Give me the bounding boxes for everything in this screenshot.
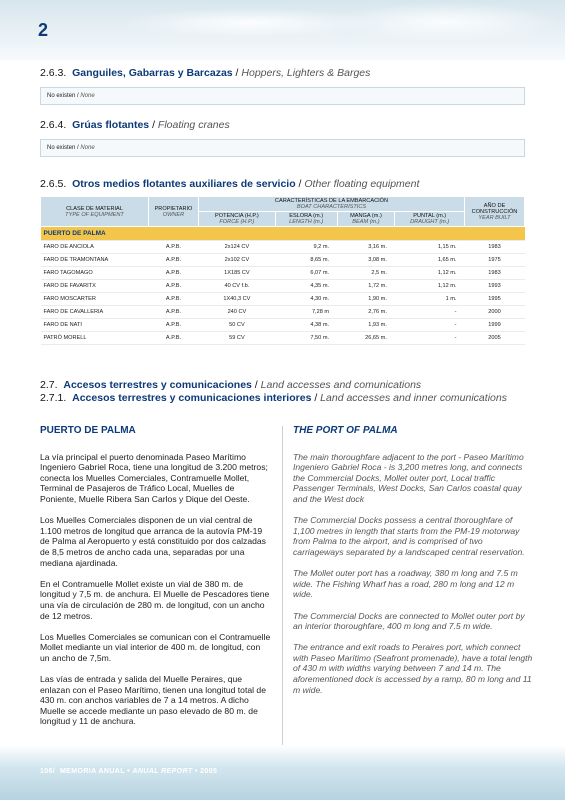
section-title-2-6-3: 2.6.3. Ganguiles, Gabarras y Barcazas / Hoppers, Lighters & Barges: [40, 67, 371, 79]
cell-name: FARO DE FAVARITX: [41, 280, 149, 293]
cell-owner: A.P.B.: [149, 332, 199, 345]
cell-year: 1995: [465, 293, 525, 306]
header-en: OWNER: [162, 211, 185, 218]
info-box-none: No existen / None: [40, 87, 525, 105]
col-header-owner: [149, 197, 199, 227]
header-es: AÑO DE CONSTRUCCIÓN: [471, 202, 518, 215]
section-title-2-6-4: 2.6.4. Grúas flotantes / Floating cranes: [40, 119, 230, 131]
cell-name: FARO DE ANCIOLA: [41, 241, 149, 254]
paragraph: The main thoroughfare adjacent to the port - Paseo Marítimo Ingeniero Gabriel Roca - is 3,200 metres long, and connects the Commercial Docks, Mollet outer port, Local traffic Passenger Terminals, West Docks, San Carlos coastal quay and the West dock: [293, 451, 524, 504]
cell-draught: 1,12 m.: [395, 280, 465, 293]
section-number: 2.7.: [40, 379, 58, 391]
col-header-year: [465, 197, 525, 227]
section-title-es: Otros medios flotantes auxiliares de servicio: [72, 178, 296, 190]
header-en: LENGTH (m.): [289, 219, 324, 225]
section-number: 2.6.5.: [40, 178, 67, 190]
header-band: [0, 0, 565, 60]
info-text-es: No existen: [47, 93, 76, 99]
header-en: FORCE (H.P.): [219, 219, 255, 225]
table-row: [41, 293, 525, 306]
section-number: 2.6.4.: [40, 119, 67, 131]
header-en: DRAUGHT (m.): [410, 219, 450, 225]
column-heading: THE PORT OF PALMA: [293, 425, 398, 436]
cell-name: FARO MOSCARTER: [41, 293, 149, 306]
cell-power: 59 CV: [199, 332, 276, 345]
cell-power: 1X185 CV: [199, 267, 276, 280]
footer-bullet: •: [194, 768, 198, 775]
cell-year: 1983: [465, 267, 525, 280]
left-column-spanish: [40, 426, 272, 738]
cell-draught: -: [395, 332, 465, 345]
cell-draught: 1,65 m.: [395, 254, 465, 267]
cell-length: 9,2 m.: [275, 241, 337, 254]
cell-year: 2000: [465, 306, 525, 319]
cell-power: 2x124 CV: [199, 241, 276, 254]
cell-draught: 1,15 m.: [395, 241, 465, 254]
table-row: [41, 319, 525, 332]
table-row: [41, 241, 525, 254]
cell-power: 1X40,3 CV: [199, 293, 276, 306]
cell-beam: 3,08 m.: [337, 254, 395, 267]
header-es: PROPIETARIO: [154, 205, 193, 212]
section-title-2-6-5: 2.6.5. Otros medios flotantes auxiliares de servicio / Other floating equipment: [40, 178, 420, 190]
col-header-power: [199, 212, 276, 227]
section-title-en: Hoppers, Lighters & Barges: [241, 67, 371, 79]
info-text-es: No existen: [47, 145, 76, 151]
cell-length: 7,50 m.: [275, 332, 337, 345]
paragraph: Los Muelles Comerciales disponen de un vial central de 1.100 metros de longitud que arranca de la autovía PM-19 de Palma al Aeropuerto y está constituido por dos calzadas de 8,5 metros de ancho cada una, separadas por una mediana ajardinada.: [40, 515, 266, 568]
header-en: BOAT CHARACTERISTICS: [296, 204, 367, 210]
header-es: CLASE DE MATERIAL: [66, 205, 123, 212]
header-en: BEAM (m.): [352, 219, 380, 225]
cell-power: 40 CV f.b.: [199, 280, 276, 293]
cell-owner: A.P.B.: [149, 319, 199, 332]
info-text-en: None: [80, 145, 95, 151]
col-header-beam: [337, 212, 395, 227]
table-group-row: [41, 227, 525, 241]
report-title-en: ANUAL REPORT: [132, 768, 193, 775]
right-column-english: [293, 426, 533, 706]
cell-year: 1983: [465, 241, 525, 254]
header-es: PUNTAL (m.): [413, 213, 447, 219]
cell-beam: 1,72 m.: [337, 280, 395, 293]
cell-name: PATRÓ MORELL: [41, 332, 149, 345]
paragraph: The Commercial Docks are connected to Mollet outer port by an interior thoroughfare, 400 m long and 7.5 m wide.: [293, 610, 525, 632]
column-divider: [282, 426, 283, 746]
cell-draught: -: [395, 319, 465, 332]
table-row: [41, 332, 525, 345]
paragraph: Los Muelles Comerciales se comunican con el Contramuelle Mollet mediante un vial interior de 400 m. de longitud, con un ancho de 7,5m.: [40, 631, 271, 663]
cell-draught: 1,12 m.: [395, 267, 465, 280]
paragraph: En el Contramuelle Mollet existe un vial de 380 m. de longitud y 7,5 m. de anchura. El Muelle de Pescadores tiene una vía de circulación de 280 m. de longitud, con un ancho de 12 metros.: [40, 578, 270, 621]
header-es: POTENCIA (H.P.): [215, 213, 259, 219]
paragraph: The Commercial Docks possess a central thoroughfare of 1,100 metres in length that starts from the PM-19 motorway from Palma to the airport, and is comprised of two carriageways separated by a landscaped central reservation.: [293, 515, 525, 557]
cell-name: FARO DE CAVALLERIA: [41, 306, 149, 319]
section-title-en: Land accesses and inner comunications: [320, 392, 507, 404]
cell-year: 1999: [465, 319, 525, 332]
footer-bullet: •: [127, 768, 130, 775]
cell-draught: 1 m.: [395, 293, 465, 306]
cell-beam: 2,76 m.: [337, 306, 395, 319]
section-title-es: Ganguiles, Gabarras y Barcazas: [72, 67, 233, 79]
col-header-characteristics: [199, 197, 465, 212]
page-number: 106: [40, 768, 53, 775]
chapter-number: 2: [38, 20, 49, 40]
cell-owner: A.P.B.: [149, 254, 199, 267]
section-title-es: Accesos terrestres y comunicaciones: [63, 379, 252, 391]
info-text-en: None: [80, 93, 95, 99]
paragraph: The Mollet outer port has a roadway, 380 m long and 7.5 m wide. The Fishing Wharf has a road, 280 m long and 12 m wide.: [293, 568, 518, 600]
cell-beam: 2,5 m.: [337, 267, 395, 280]
footer-text: [40, 768, 217, 775]
header-cloud: [330, 2, 560, 42]
section-title-es: Grúas flotantes: [72, 119, 150, 131]
header-es: CARACTERÍSTICAS DE LA EMBARCACIÓN: [274, 198, 389, 204]
section-title-2-7: 2.7. Accesos terrestres y comunicaciones / Land accesses and comunications: [40, 379, 422, 391]
cell-owner: A.P.B.: [149, 267, 199, 280]
cell-power: 240 CV: [199, 306, 276, 319]
report-year: 2005: [200, 768, 218, 775]
paragraph: Las vías de entrada y salida del Muelle Peraires, que enlazan con el Paseo Marítimo, tienen una longitud total de 430 m. con anchos variables de 7 a 14 metros. A dicho Muelle se accede mediante un paso elevado de 80 m. de longitud y 11 de anchura.: [40, 674, 266, 727]
section-title-en: Land accesses and comunications: [260, 379, 422, 391]
cell-name: FARO DE NATI: [41, 319, 149, 332]
cell-power: 2x102 CV: [199, 254, 276, 267]
table-row: [41, 280, 525, 293]
cell-owner: A.P.B.: [149, 293, 199, 306]
cell-length: 6,07 m.: [275, 267, 337, 280]
table-row: [41, 267, 525, 280]
section-title-2-7-1: 2.7.1. Accesos terrestres y comunicaciones interiores / Land accesses and inner comunications: [40, 392, 507, 404]
header-en: YEAR BUILT: [478, 214, 511, 221]
section-title-en: Other floating equipment: [304, 178, 420, 190]
cell-year: 1993: [465, 280, 525, 293]
cell-year: 2005: [465, 332, 525, 345]
section-number: 2.7.1.: [40, 392, 67, 404]
paragraph: The entrance and exit roads to Peraires port, which connect with Paseo Marítimo (Seafront promenade), have a total length of 430 m with widths varying between 7 and 14 m. The aforementioned dock is accessed by a ramp, 80 m long and 11 m wide.: [293, 642, 533, 695]
column-heading: PUERTO DE PALMA: [40, 425, 136, 436]
cell-name: FARO TAGOMAGO: [41, 267, 149, 280]
cell-beam: 26,65 m.: [337, 332, 395, 345]
cell-length: 4,38 m.: [275, 319, 337, 332]
cell-length: 7,28 m: [275, 306, 337, 319]
section-title-es: Accesos terrestres y comunicaciones interiores: [72, 392, 312, 404]
cell-year: 1975: [465, 254, 525, 267]
cell-beam: 1,93 m.: [337, 319, 395, 332]
cell-name: FARO DE TRAMONTANA: [41, 254, 149, 267]
cell-beam: 1,90 m.: [337, 293, 395, 306]
report-title-es: MEMORIA ANUAL: [59, 768, 125, 775]
header-es: MANGA (m.): [350, 213, 382, 219]
footer-separator: /: [52, 768, 56, 775]
cell-power: 50 CV: [199, 319, 276, 332]
cell-length: 4,35 m.: [275, 280, 337, 293]
col-header-length: [275, 212, 337, 227]
section-number: 2.6.3.: [40, 67, 67, 79]
section-title-en: Floating cranes: [157, 119, 230, 131]
header-es: ESLORA (m.): [289, 213, 324, 219]
col-header-draught: [395, 212, 465, 227]
cell-beam: 3,16 m.: [337, 241, 395, 254]
cell-draught: -: [395, 306, 465, 319]
cell-owner: A.P.B.: [149, 241, 199, 254]
col-header-class: [41, 197, 149, 227]
table-row: [41, 254, 525, 267]
cell-owner: A.P.B.: [149, 280, 199, 293]
paragraph: La vía principal el puerto denominada Paseo Marítimo Ingeniero Gabriel Roca, tiene una longitud de 3.200 metros; conecta los Muelles Comerciales, Contramuelle Mollet, Terminal de Pasajeros de Tráfico Local, Muelles de Poniente, Muelle Ribera San Carlos y Dique del Oeste.: [40, 451, 268, 504]
floating-equipment-table: [40, 196, 525, 345]
cell-owner: A.P.B.: [149, 306, 199, 319]
header-en: TYPE OF EQUIPMENT: [65, 211, 124, 218]
cell-length: 8,65 m.: [275, 254, 337, 267]
table-row: [41, 306, 525, 319]
info-box-none: No existen / None: [40, 139, 525, 157]
cell-length: 4,30 m.: [275, 293, 337, 306]
group-label: PUERTO DE PALMA: [41, 227, 525, 241]
